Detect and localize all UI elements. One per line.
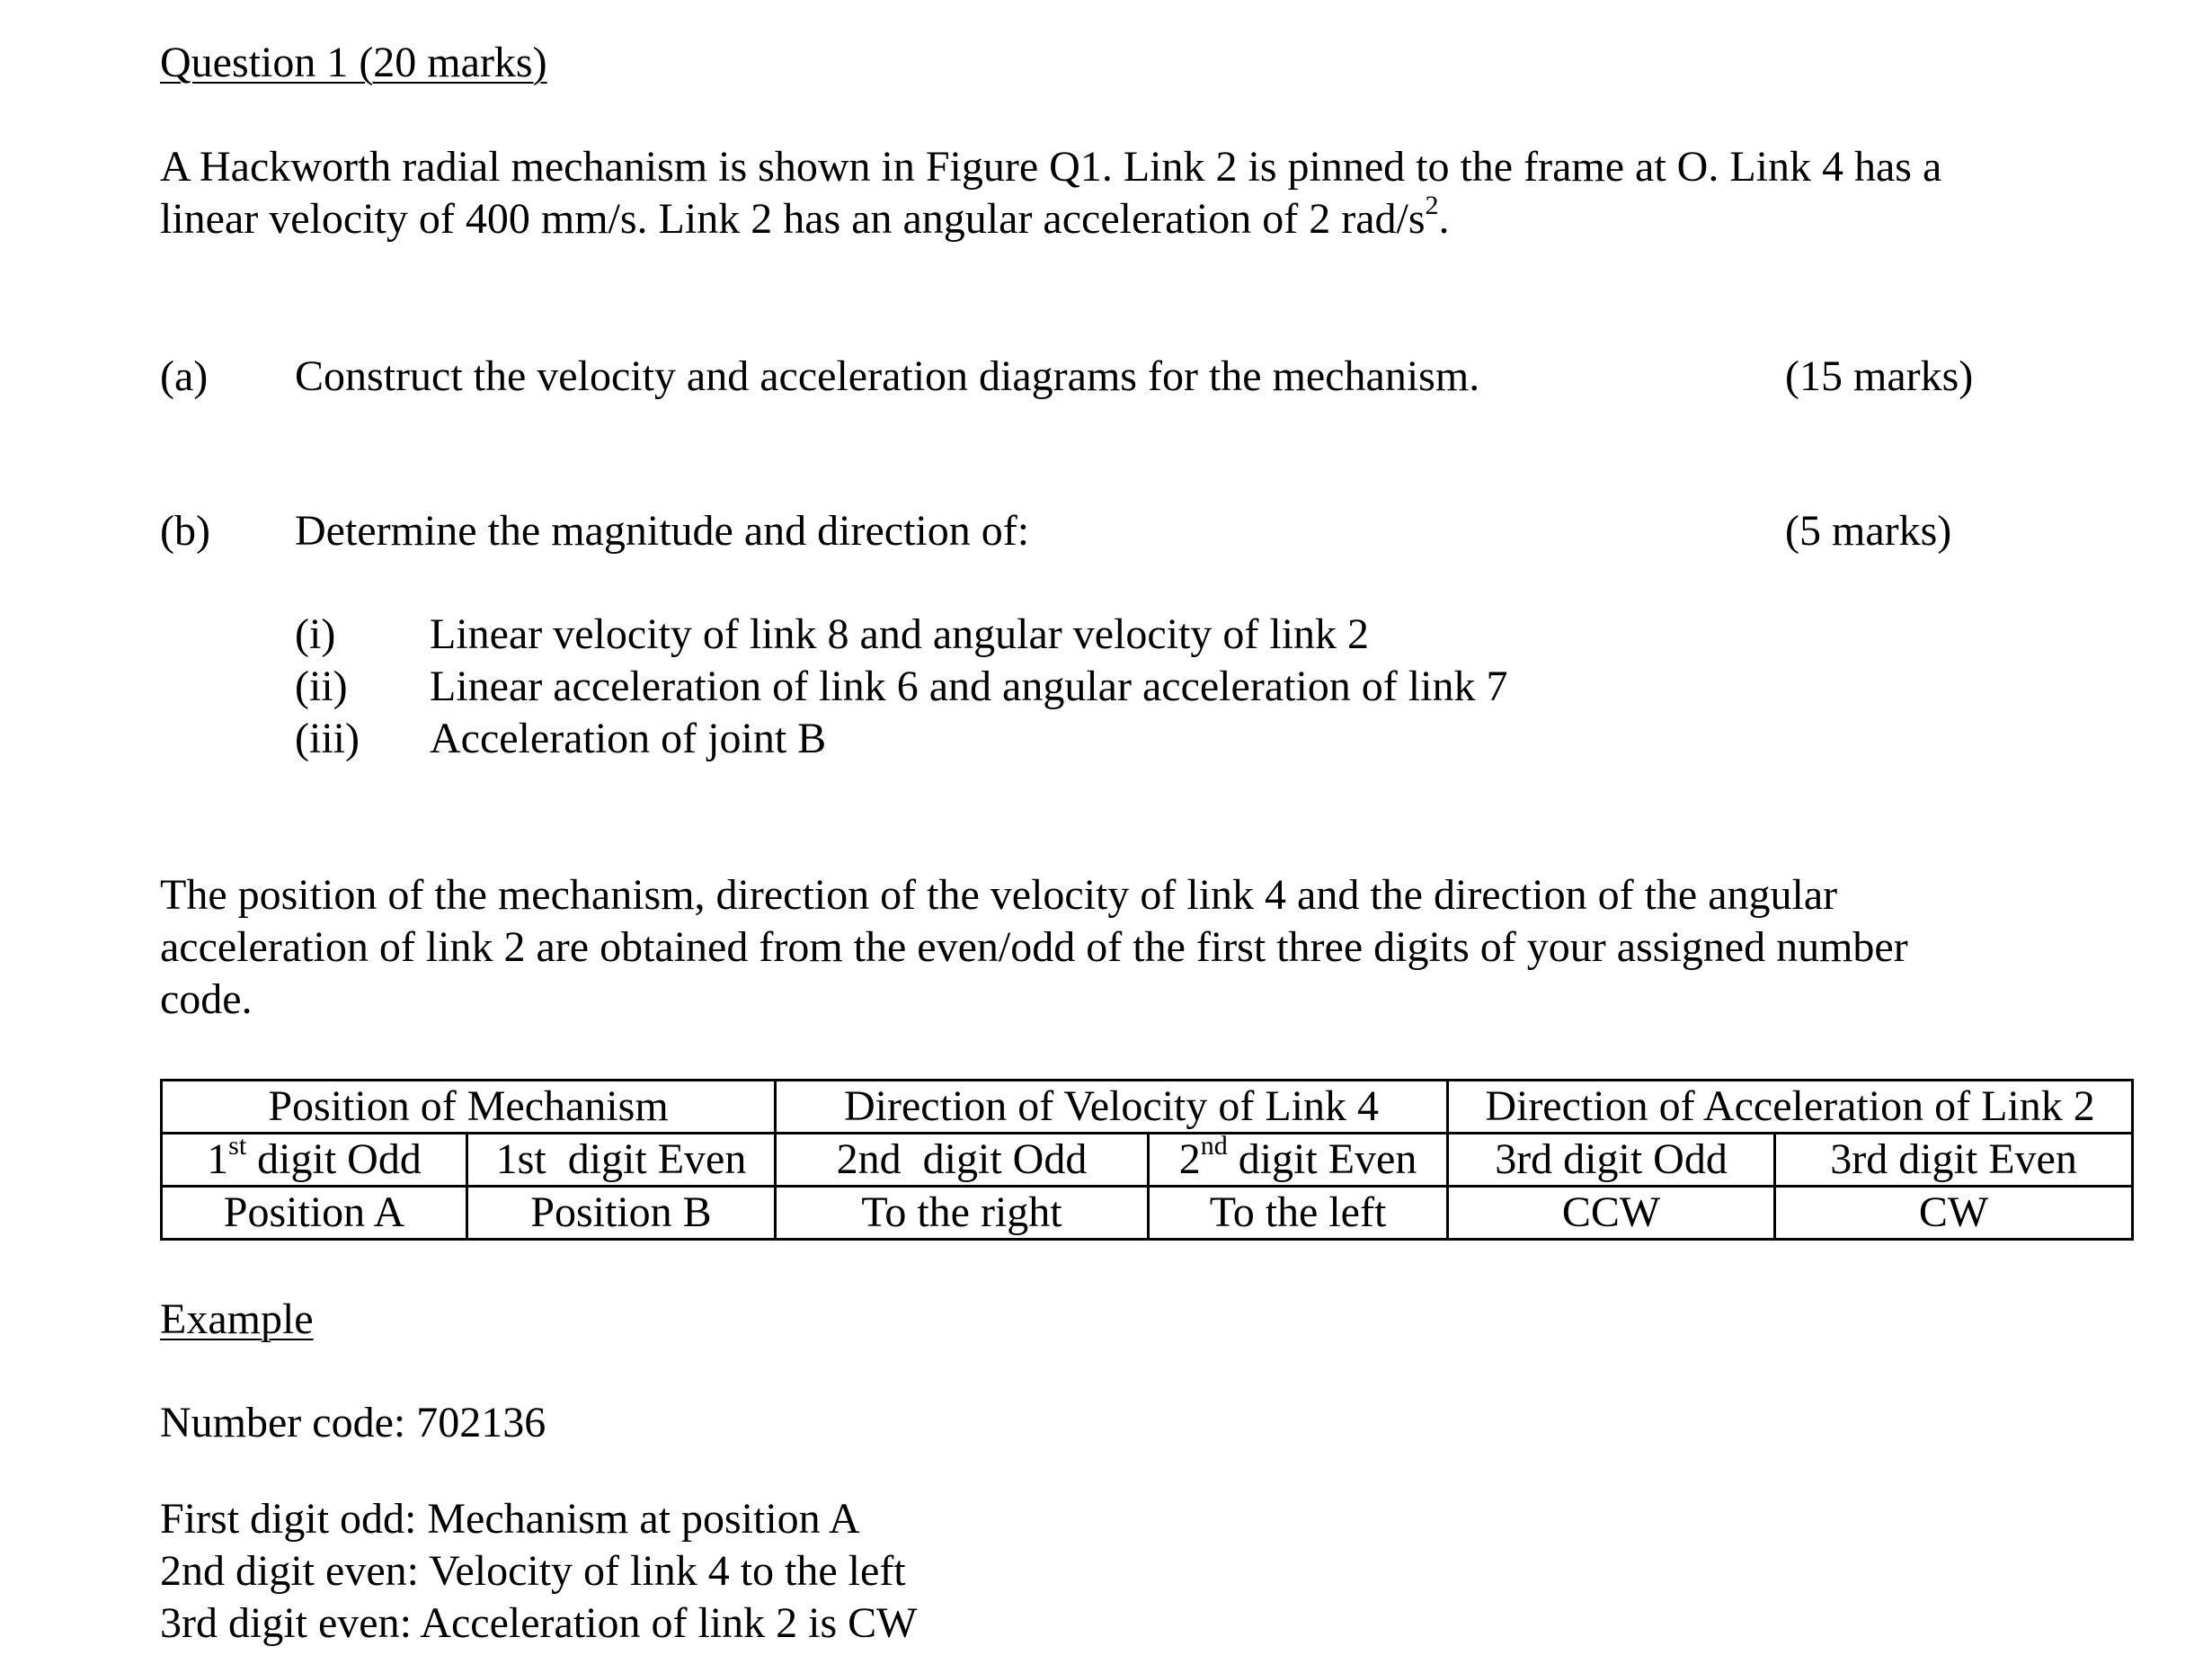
intro-line-2-text: linear velocity of 400 mm/s. Link 2 has an angular acceleration of 2 rad/s	[160, 195, 1426, 243]
superscript: 2	[1425, 191, 1439, 220]
paragraph-line: code.	[160, 975, 253, 1023]
part-b-label: (b)	[160, 507, 210, 555]
cell-number: 1	[207, 1135, 229, 1183]
intro-line-1: A Hackworth radial mechanism is shown in Figure Q1. Link 2 is pinned to the frame at O. Link 4 has a	[160, 143, 1942, 191]
table-cell	[1149, 1131, 1448, 1187]
intro-line-2	[160, 191, 1941, 246]
number-code: Number code: 702136	[160, 1399, 546, 1446]
part-b-text: Determine the magnitude and direction of:	[295, 507, 1030, 555]
part-b-marks: (5 marks)	[1785, 507, 1952, 555]
instructions-paragraph	[160, 870, 1908, 1027]
example-line: 3rd digit even: Acceleration of link 2 is CW	[160, 1599, 918, 1647]
table-cell	[162, 1131, 467, 1187]
table-header-row	[162, 1081, 2133, 1134]
assignment-table	[160, 1079, 2134, 1241]
superscript: st	[228, 1131, 247, 1161]
table-header-cell: Direction of Acceleration of Link 2	[1448, 1081, 2133, 1134]
superscript: nd	[1200, 1131, 1228, 1161]
paragraph-line: The position of the mechanism, direction of the velocity of link 4 and the direction of the angular	[160, 871, 1838, 919]
sub-item-number: (iii)	[295, 715, 360, 762]
table-header-cell: Position of Mechanism	[162, 1081, 776, 1134]
table-header-cell: Direction of Velocity of Link 4	[776, 1081, 1448, 1134]
part-a-text: Construct the velocity and acceleration diagrams for the mechanism.	[295, 352, 1480, 400]
cell-number: 2	[1178, 1135, 1201, 1183]
table-cell: 2nd digit Odd	[776, 1134, 1149, 1187]
example-line: 2nd digit even: Velocity of link 4 to the left	[160, 1547, 906, 1595]
part-a-label: (a)	[160, 352, 209, 400]
table-cell: 3rd digit Even	[1775, 1134, 2133, 1187]
example-heading: Example	[160, 1295, 314, 1343]
table-cell: 3rd digit Odd	[1448, 1134, 1775, 1187]
table-cell: Position A	[162, 1187, 467, 1240]
part-a-marks: (15 marks)	[1785, 352, 1974, 400]
sub-item-number: (ii)	[295, 663, 348, 710]
question-intro	[160, 142, 1941, 246]
paragraph-line: acceleration of link 2 are obtained from the even/odd of the first three digits of your assigned number	[160, 923, 1908, 971]
sub-item-text: Linear velocity of link 8 and angular velocity of link 2	[430, 610, 1370, 658]
table-cell: 1st digit Even	[467, 1134, 776, 1187]
table-cell: To the left	[1149, 1187, 1448, 1240]
question-title: Question 1 (20 marks)	[160, 39, 547, 86]
table-cell: To the right	[776, 1187, 1149, 1240]
cell-text: digit Odd	[246, 1135, 422, 1183]
sub-item-number: (i)	[295, 610, 336, 658]
table-result-row	[162, 1187, 2133, 1240]
table-cell: Position B	[467, 1187, 776, 1240]
sub-item-text: Linear acceleration of link 6 and angular acceleration of link 7	[430, 663, 1508, 710]
cell-text: digit Even	[1227, 1135, 1417, 1183]
table-cell: CCW	[1448, 1187, 1775, 1240]
example-results	[160, 1494, 917, 1651]
table-condition-row	[162, 1134, 2133, 1187]
example-line: First digit odd: Mechanism at position A	[160, 1495, 860, 1543]
sub-item-text: Acceleration of joint B	[430, 715, 827, 762]
table-cell: CW	[1775, 1187, 2133, 1240]
intro-line-2-end: .	[1438, 195, 1450, 243]
